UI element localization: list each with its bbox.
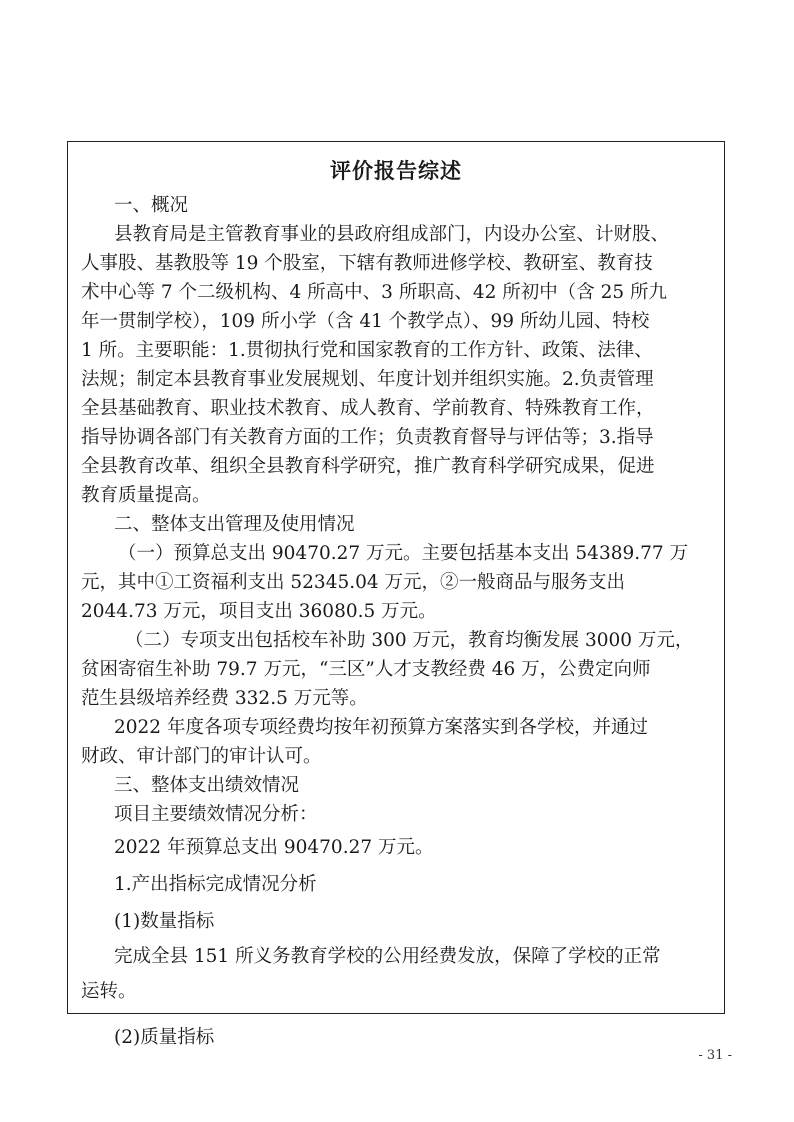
- paragraph-line: 贫困寄宿生补助 79.7 万元，“三区”人才支教经费 46 万，公费定向师: [81, 659, 651, 680]
- heading-performance: 三、整体支出绩效情况: [114, 775, 300, 796]
- paragraph-line: 运转。: [81, 981, 137, 1002]
- paragraph-line: 指导协调各部门有关教育方面的工作；负责教育督导与评估等；3.指导: [81, 427, 654, 448]
- subheading-quality-indicators: (2)质量指标: [114, 1027, 215, 1048]
- paragraph-line: 项目主要绩效情况分析：: [114, 804, 318, 825]
- paragraph-line: 术中心等 7 个二级机构、4 所高中、3 所职高、42 所初中（含 25 所九: [81, 282, 668, 303]
- paragraph-line: 元，其中①工资福利支出 52345.04 万元，②一般商品与服务支出: [81, 572, 626, 593]
- page-number: - 31 -: [698, 1048, 732, 1063]
- subheading-quantity-indicators: (1)数量指标: [114, 911, 215, 932]
- paragraph-line: 范生县级培养经费 332.5 万元等。: [81, 688, 368, 709]
- paragraph-line: 1 所。主要职能：1.贯彻执行党和国家教育的工作方针、政策、法律、: [81, 340, 653, 361]
- heading-overview: 一、概况: [114, 195, 189, 216]
- paragraph-line: 县教育局是主管教育事业的县政府组成部门，内设办公室、计财股、: [114, 224, 670, 245]
- paragraph-line: （二）专项支出包括校车补助 300 万元，教育均衡发展 3000 万元，: [125, 630, 694, 651]
- paragraph-line: 教育质量提高。: [81, 485, 211, 506]
- paragraph-line: 2044.73 万元，项目支出 36080.5 万元。: [81, 601, 437, 622]
- heading-expenditure-management: 二、整体支出管理及使用情况: [114, 514, 355, 535]
- paragraph-line: 法规；制定本县教育事业发展规划、年度计划并组织实施。2.负责管理: [81, 369, 654, 390]
- paragraph-line: 2022 年度各项专项经费均按年初预算方案落实到各学校，并通过: [114, 717, 648, 738]
- paragraph-line: 全县基础教育、职业技术教育、成人教育、学前教育、特殊教育工作，: [81, 398, 655, 419]
- subheading-output-indicators: 1.产出指标完成情况分析: [114, 874, 317, 895]
- report-frame: [67, 141, 725, 1048]
- paragraph-line: 财政、审计部门的审计认可。: [81, 746, 322, 767]
- paragraph-line: （一）预算总支出 90470.27 万元。主要包括基本支出 54389.77 万: [118, 543, 689, 564]
- paragraph-line: 2022 年预算总支出 90470.27 万元。: [114, 837, 434, 858]
- paragraph-line: 年一贯制学校），109 所小学（含 41 个教学点）、99 所幼儿园、特校: [81, 311, 650, 332]
- paragraph-line: 人事股、基教股等 19 个股室，下辖有教师进修学校、教研室、教育技: [81, 253, 653, 274]
- paragraph-line: 全县教育改革、组织全县教育科学研究，推广教育科学研究成果，促进: [81, 456, 655, 477]
- report-title: 评价报告综述: [330, 159, 462, 183]
- paragraph-line: 完成全县 151 所义务教育学校的公用经费发放，保障了学校的正常: [114, 946, 661, 967]
